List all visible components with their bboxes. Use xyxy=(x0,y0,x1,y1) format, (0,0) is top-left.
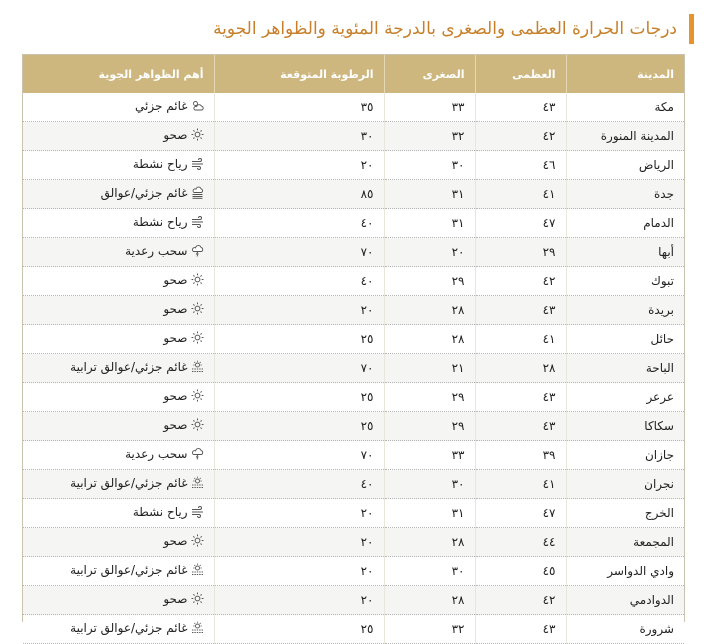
humidity-cell: ٢٠ xyxy=(214,151,384,180)
min-temp-cell: ٢٠ xyxy=(384,238,475,267)
sun-icon xyxy=(191,592,204,605)
humidity-cell: ٢٠ xyxy=(214,586,384,615)
max-temp-cell: ٤٣ xyxy=(475,383,566,412)
min-temp-cell: ٢٩ xyxy=(384,412,475,441)
phenomenon-label: غائم جزئي/عوالق ترابية xyxy=(70,620,188,635)
max-temp-cell: ٤١ xyxy=(475,325,566,354)
table-row xyxy=(23,470,684,499)
min-temp-cell: ٣١ xyxy=(384,180,475,209)
dust-icon xyxy=(191,476,204,489)
phenomenon-cell xyxy=(23,412,214,441)
phenomenon-cell xyxy=(23,528,214,557)
city-cell: الدوادمي xyxy=(566,586,684,615)
phenomenon-cell xyxy=(23,93,214,122)
phenomenon-label: صحو xyxy=(163,127,188,142)
header-city: المدينة xyxy=(566,55,684,93)
max-temp-cell: ٤٢ xyxy=(475,122,566,151)
max-temp-cell: ٤٣ xyxy=(475,412,566,441)
phenomenon-label: صحو xyxy=(163,591,188,606)
min-temp-cell: ٢٨ xyxy=(384,528,475,557)
table-row xyxy=(23,238,684,267)
min-temp-cell: ٢٩ xyxy=(384,267,475,296)
phenomenon xyxy=(70,563,203,577)
phenomenon-label: غائم جزئي/عوالق xyxy=(100,185,188,200)
sun-icon xyxy=(191,331,204,344)
city-cell: جازان xyxy=(566,441,684,470)
header-min: الصغرى xyxy=(384,55,475,93)
max-temp-cell: ٤٢ xyxy=(475,586,566,615)
max-temp-cell: ٢٩ xyxy=(475,238,566,267)
title-block xyxy=(213,14,694,44)
table-row xyxy=(23,151,684,180)
city-cell: حائل xyxy=(566,325,684,354)
humidity-cell: ٢٠ xyxy=(214,557,384,586)
header-max: العظمى xyxy=(475,55,566,93)
phenomenon xyxy=(163,128,203,142)
humidity-cell: ٧٠ xyxy=(214,441,384,470)
sun-icon xyxy=(191,302,204,315)
city-cell: نجران xyxy=(566,470,684,499)
city-cell: شرورة xyxy=(566,615,684,644)
sun-icon xyxy=(191,534,204,547)
humidity-cell: ٢٥ xyxy=(214,383,384,412)
min-temp-cell: ٢٨ xyxy=(384,586,475,615)
phenomenon xyxy=(163,273,203,287)
table-row xyxy=(23,615,684,644)
phenomenon xyxy=(70,476,203,490)
sun-icon xyxy=(191,389,204,402)
title-accent-bar xyxy=(689,14,694,44)
phenomenon-cell xyxy=(23,354,214,383)
humidity-cell: ٤٠ xyxy=(214,267,384,296)
table-row xyxy=(23,325,684,354)
phenomenon xyxy=(163,331,203,345)
sun-icon xyxy=(191,273,204,286)
wind-icon xyxy=(191,215,204,228)
phenomenon xyxy=(163,592,203,606)
phenomenon-label: رياح نشطة xyxy=(132,504,188,519)
max-temp-cell: ٤١ xyxy=(475,180,566,209)
table-row xyxy=(23,557,684,586)
max-temp-cell: ٤٦ xyxy=(475,151,566,180)
phenomenon-cell xyxy=(23,180,214,209)
phenomenon xyxy=(70,360,203,374)
min-temp-cell: ٣٣ xyxy=(384,93,475,122)
city-cell: المدينة المنورة xyxy=(566,122,684,151)
phenomenon-label: صحو xyxy=(163,417,188,432)
phenomenon-label: رياح نشطة xyxy=(132,214,188,229)
phenomenon-label: صحو xyxy=(163,301,188,316)
phenomenon xyxy=(101,186,204,200)
phenomenon-label: صحو xyxy=(163,330,188,345)
min-temp-cell: ٣٣ xyxy=(384,441,475,470)
humidity-cell: ٣٥ xyxy=(214,93,384,122)
city-cell: الدمام xyxy=(566,209,684,238)
phenomenon-label: رياح نشطة xyxy=(132,156,188,171)
phenomenon xyxy=(163,534,203,548)
city-cell: سكاكا xyxy=(566,412,684,441)
max-temp-cell: ٤٢ xyxy=(475,267,566,296)
phenomenon xyxy=(70,621,203,635)
table-header-row xyxy=(23,55,684,93)
wind-icon xyxy=(191,505,204,518)
humidity-cell: ٢٥ xyxy=(214,325,384,354)
phenomenon-cell xyxy=(23,586,214,615)
phenomenon xyxy=(163,389,203,403)
max-temp-cell: ٣٩ xyxy=(475,441,566,470)
min-temp-cell: ٢٨ xyxy=(384,296,475,325)
thunderstorm-icon xyxy=(191,447,204,460)
max-temp-cell: ٤١ xyxy=(475,470,566,499)
phenomenon-label: غائم جزئي xyxy=(135,98,188,113)
max-temp-cell: ٤٤ xyxy=(475,528,566,557)
max-temp-cell: ٤٣ xyxy=(475,296,566,325)
city-cell: بريدة xyxy=(566,296,684,325)
haze-icon xyxy=(191,186,204,199)
max-temp-cell: ٤٣ xyxy=(475,93,566,122)
phenomenon-cell xyxy=(23,238,214,267)
header-phenomena: أهم الظواهر الجوية xyxy=(23,55,214,93)
min-temp-cell: ٣٠ xyxy=(384,557,475,586)
table-row xyxy=(23,180,684,209)
phenomenon-label: سحب رعدية xyxy=(125,446,188,461)
table-row xyxy=(23,528,684,557)
table-row xyxy=(23,354,684,383)
phenomenon-cell xyxy=(23,470,214,499)
city-cell: عرعر xyxy=(566,383,684,412)
table-row xyxy=(23,412,684,441)
humidity-cell: ٤٠ xyxy=(214,209,384,238)
min-temp-cell: ٣٠ xyxy=(384,470,475,499)
humidity-cell: ٤٠ xyxy=(214,470,384,499)
phenomenon xyxy=(125,244,203,258)
phenomenon-label: سحب رعدية xyxy=(125,243,188,258)
phenomenon-cell xyxy=(23,151,214,180)
phenomenon-cell xyxy=(23,325,214,354)
weather-table-frame xyxy=(22,54,685,636)
city-cell: الرياض xyxy=(566,151,684,180)
min-temp-cell: ٢٨ xyxy=(384,325,475,354)
max-temp-cell: ٤٧ xyxy=(475,209,566,238)
phenomenon-label: صحو xyxy=(163,272,188,287)
phenomenon-cell xyxy=(23,296,214,325)
partly-cloudy-icon xyxy=(191,99,204,112)
humidity-cell: ٨٥ xyxy=(214,180,384,209)
table-row xyxy=(23,296,684,325)
city-cell: الخرج xyxy=(566,499,684,528)
phenomenon-cell xyxy=(23,441,214,470)
phenomenon xyxy=(133,215,204,229)
phenomenon xyxy=(163,418,203,432)
sun-icon xyxy=(191,418,204,431)
phenomenon xyxy=(135,99,203,113)
phenomenon xyxy=(125,447,203,461)
phenomenon-cell xyxy=(23,122,214,151)
min-temp-cell: ٣٢ xyxy=(384,615,475,644)
weather-table xyxy=(23,55,684,644)
city-cell: المجمعة xyxy=(566,528,684,557)
max-temp-cell: ٢٨ xyxy=(475,354,566,383)
humidity-cell: ٢٠ xyxy=(214,499,384,528)
phenomenon-label: غائم جزئي/عوالق ترابية xyxy=(70,359,188,374)
phenomenon-cell xyxy=(23,615,214,644)
max-temp-cell: ٤٣ xyxy=(475,615,566,644)
humidity-cell: ٢٥ xyxy=(214,615,384,644)
phenomenon-cell xyxy=(23,499,214,528)
min-temp-cell: ٣١ xyxy=(384,209,475,238)
sun-icon xyxy=(191,128,204,141)
table-row xyxy=(23,586,684,615)
header-humidity: الرطوبة المتوقعة xyxy=(214,55,384,93)
city-cell: الباحة xyxy=(566,354,684,383)
humidity-cell: ٧٠ xyxy=(214,238,384,267)
phenomenon-cell xyxy=(23,383,214,412)
humidity-cell: ٧٠ xyxy=(214,354,384,383)
phenomenon xyxy=(133,157,204,171)
city-cell: أبها xyxy=(566,238,684,267)
max-temp-cell: ٤٧ xyxy=(475,499,566,528)
table-row xyxy=(23,93,684,122)
phenomenon-cell xyxy=(23,267,214,296)
humidity-cell: ٣٠ xyxy=(214,122,384,151)
table-row xyxy=(23,122,684,151)
thunderstorm-icon xyxy=(191,244,204,257)
humidity-cell: ٢٠ xyxy=(214,528,384,557)
phenomenon-label: صحو xyxy=(163,388,188,403)
humidity-cell: ٢٥ xyxy=(214,412,384,441)
table-row xyxy=(23,499,684,528)
min-temp-cell: ٣٢ xyxy=(384,122,475,151)
humidity-cell: ٢٠ xyxy=(214,296,384,325)
table-row xyxy=(23,267,684,296)
max-temp-cell: ٤٥ xyxy=(475,557,566,586)
city-cell: جدة xyxy=(566,180,684,209)
dust-icon xyxy=(191,563,204,576)
phenomenon-label: صحو xyxy=(163,533,188,548)
table-row xyxy=(23,441,684,470)
phenomenon xyxy=(163,302,203,316)
table-row xyxy=(23,209,684,238)
table-row xyxy=(23,383,684,412)
phenomenon-cell xyxy=(23,209,214,238)
phenomenon-label: غائم جزئي/عوالق ترابية xyxy=(70,475,188,490)
wind-icon xyxy=(191,157,204,170)
phenomenon-cell xyxy=(23,557,214,586)
city-cell: وادي الدواسر xyxy=(566,557,684,586)
phenomenon xyxy=(133,505,204,519)
min-temp-cell: ٢١ xyxy=(384,354,475,383)
phenomenon-label: غائم جزئي/عوالق ترابية xyxy=(70,562,188,577)
dust-icon xyxy=(191,621,204,634)
min-temp-cell: ٣١ xyxy=(384,499,475,528)
dust-icon xyxy=(191,360,204,373)
city-cell: تبوك xyxy=(566,267,684,296)
city-cell: مكة xyxy=(566,93,684,122)
page-title: درجات الحرارة العظمى والصغرى بالدرجة المئوية والظواهر الجوية xyxy=(213,19,677,39)
table-body xyxy=(23,93,684,644)
min-temp-cell: ٣٠ xyxy=(384,151,475,180)
min-temp-cell: ٢٩ xyxy=(384,383,475,412)
